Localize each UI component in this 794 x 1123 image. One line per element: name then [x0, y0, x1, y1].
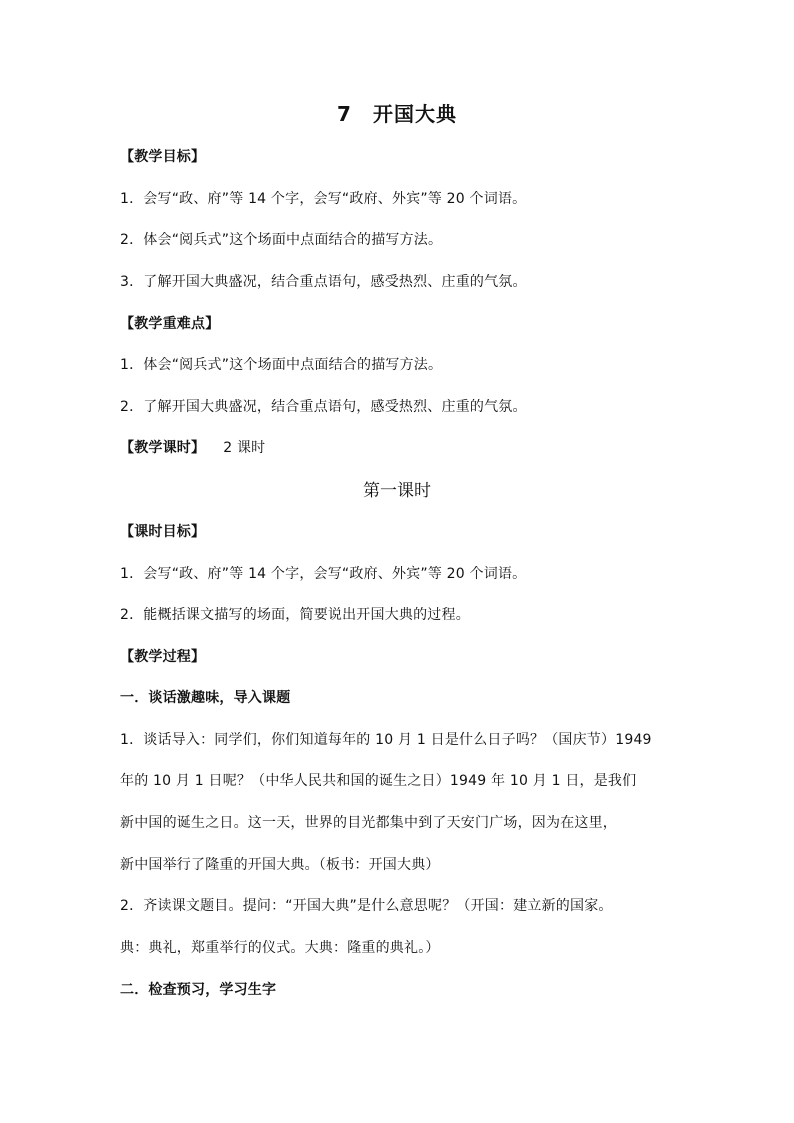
paragraph-line: 典：典礼，郑重举行的仪式。大典：隆重的典礼。） [120, 940, 440, 956]
class-hours-row [120, 438, 690, 458]
objectives-heading: 【教学目标】 [120, 149, 206, 165]
lesson-objectives-heading: 【课时目标】 [120, 524, 206, 540]
process-heading: 【教学过程】 [120, 649, 206, 665]
key-point-item: 2．了解开国大典盛况，结合重点语句，感受热烈、庄重的气氛。 [120, 399, 527, 415]
section-heading: 二．检查预习，学习生字 [120, 982, 277, 998]
key-point-item: 1．体会“阅兵式”这个场面中点面结合的描写方法。 [120, 357, 443, 373]
class-hours-heading: 【教学课时】 [120, 440, 206, 456]
objective-item: 2．体会“阅兵式”这个场面中点面结合的描写方法。 [120, 232, 443, 248]
paragraph-line: 新中国的诞生之日。这一天，世界的目光都集中到了天安门广场，因为在这里， [120, 815, 617, 831]
document-title: 7 开国大典 [337, 102, 457, 126]
lesson-title: 第一课时 [363, 481, 431, 501]
key-points-heading: 【教学重难点】 [120, 316, 220, 332]
objective-item: 1．会写“政、府”等 14 个字，会写“政府、外宾”等 20 个词语。 [120, 191, 527, 207]
lesson-objective-item: 1．会写“政、府”等 14 个字，会写“政府、外宾”等 20 个词语。 [120, 566, 527, 582]
paragraph-line: 新中国举行了隆重的开国大典。（板书：开国大典） [120, 857, 440, 873]
paragraph-line: 年的 10 月 1 日呢？（中华人民共和国的诞生之日）1949 年 10 月 1 日，是我们 [120, 773, 637, 789]
class-hours-value: 2 课时 [223, 440, 266, 456]
paragraph-line: 1．谈话导入：同学们，你们知道每年的 10 月 1 日是什么日子吗？（国庆节）1949 [120, 732, 652, 748]
objective-item: 3．了解开国大典盛况，结合重点语句，感受热烈、庄重的气氛。 [120, 274, 527, 290]
paragraph-line: 2．齐读课文题目。提问：“开国大典”是什么意思呢？（开国：建立新的国家。 [120, 898, 613, 914]
section-heading: 一．谈话激趣味，导入课题 [120, 690, 291, 706]
lesson-objective-item: 2．能概括课文描写的场面，简要说出开国大典的过程。 [120, 607, 470, 623]
